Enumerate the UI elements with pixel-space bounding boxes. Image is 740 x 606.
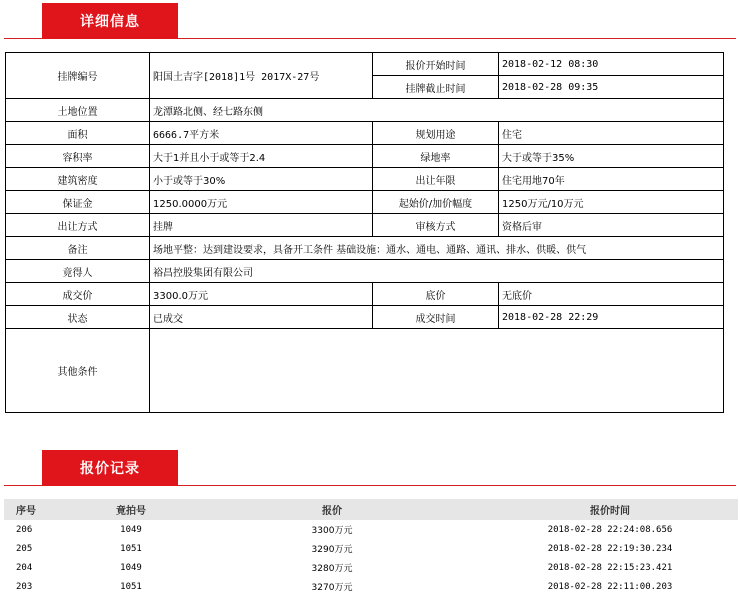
table-row (4, 577, 738, 596)
reserve-price-label: 底价 (373, 283, 499, 306)
other-conditions-label: 其他条件 (6, 329, 150, 413)
bid-bidder-no: 1051 (120, 581, 142, 592)
listing-end-label: 挂牌截止时间 (373, 76, 499, 99)
bid-time: 2018-02-28 22:24:08.656 (547, 524, 673, 535)
detail-table (5, 52, 724, 413)
bid-seq: 205 (16, 543, 33, 554)
plot-ratio-value: 大于1并且小于或等于2.4 (150, 145, 373, 168)
table-row (4, 539, 738, 558)
col-header-bidder-no: 竟拍号 (80, 499, 182, 520)
status-value: 已成交 (150, 306, 373, 329)
transfer-method-value: 挂牌 (150, 214, 373, 237)
winner-label: 竟得人 (6, 260, 150, 283)
deal-price-label: 成交价 (6, 283, 150, 306)
start-price-label: 起始价/加价幅度 (373, 191, 499, 214)
bid-seq: 204 (16, 562, 33, 573)
remarks-label: 备注 (6, 237, 150, 260)
bid-time: 2018-02-28 22:19:30.234 (547, 543, 673, 554)
area-label: 面积 (6, 122, 150, 145)
bid-seq: 203 (16, 581, 33, 592)
bid-price: 3280万元 (311, 564, 353, 574)
detail-section-title: 详细信息 (42, 3, 178, 39)
green-ratio-value: 大于或等于35% (499, 145, 724, 168)
bid-price: 3290万元 (311, 545, 353, 555)
plot-ratio-label: 容积率 (6, 145, 150, 168)
location-label: 土地位置 (6, 99, 150, 122)
listing-no-label: 挂牌编号 (6, 53, 150, 99)
deal-price-value: 3300.0万元 (150, 283, 373, 306)
bid-section-header (4, 449, 736, 486)
reserve-price-value: 无底价 (499, 283, 724, 306)
bid-records-table (4, 499, 738, 596)
quote-start-label: 报价开始时间 (373, 53, 499, 76)
transfer-term-value: 住宅用地70年 (499, 168, 724, 191)
planned-use-value: 住宅 (499, 122, 724, 145)
transfer-term-label: 出让年限 (373, 168, 499, 191)
winner-value: 裕昌控股集团有限公司 (150, 260, 724, 283)
status-label: 状态 (6, 306, 150, 329)
bid-bidder-no: 1049 (120, 562, 142, 573)
bid-price: 3300万元 (311, 526, 353, 536)
detail-section-header (4, 2, 736, 39)
building-density-label: 建筑密度 (6, 168, 150, 191)
bid-table-header (4, 499, 738, 520)
deposit-label: 保证金 (6, 191, 150, 214)
deal-time-label: 成交时间 (373, 306, 499, 329)
location-value: 龙潭路北侧、经七路东侧 (150, 99, 724, 122)
remarks-value: 场地平整：达到建设要求，具备开工条件 基础设施：通水、通电、通路、通讯、排水、供暖、供气 (150, 237, 724, 260)
table-row (4, 558, 738, 577)
planned-use-label: 规划用途 (373, 122, 499, 145)
col-header-time: 报价时间 (482, 499, 738, 520)
bid-bidder-no: 1051 (120, 543, 142, 554)
start-price-value: 1250万元/10万元 (499, 191, 724, 214)
table-row (4, 520, 738, 539)
bid-section-title: 报价记录 (42, 450, 178, 486)
quote-start-value: 2018-02-12 08:30 (499, 53, 724, 76)
area-value: 6666.7平方米 (150, 122, 373, 145)
transfer-method-label: 出让方式 (6, 214, 150, 237)
bid-time: 2018-02-28 22:11:00.203 (547, 581, 673, 592)
deposit-value: 1250.0000万元 (150, 191, 373, 214)
col-header-seq: 序号 (4, 499, 80, 520)
bid-price: 3270万元 (311, 583, 353, 593)
listing-no-value: 阳国土吉字[2018]1号 2017X-27号 (150, 53, 373, 99)
bid-bidder-no: 1049 (120, 524, 142, 535)
deal-time-value: 2018-02-28 22:29 (499, 306, 724, 329)
review-method-label: 审核方式 (373, 214, 499, 237)
green-ratio-label: 绿地率 (373, 145, 499, 168)
building-density-value: 小于或等于30% (150, 168, 373, 191)
col-header-price: 报价 (182, 499, 482, 520)
other-conditions-value (150, 329, 724, 413)
review-method-value: 资格后审 (499, 214, 724, 237)
listing-end-value: 2018-02-28 09:35 (499, 76, 724, 99)
bid-seq: 206 (16, 524, 33, 535)
bid-time: 2018-02-28 22:15:23.421 (547, 562, 673, 573)
